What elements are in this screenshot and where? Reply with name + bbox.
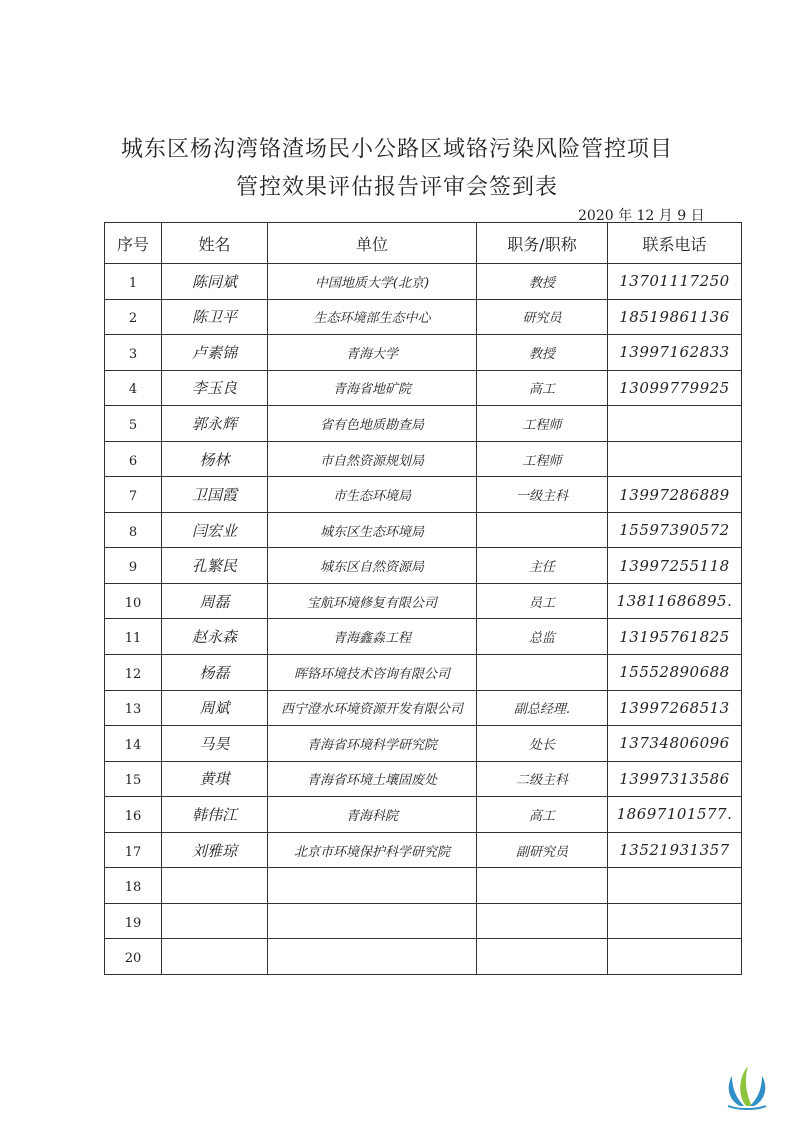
cell-post-text: 教授 xyxy=(528,275,555,291)
cell-phone xyxy=(608,868,742,904)
cell-name xyxy=(162,903,268,939)
cell-name-text: 杨林 xyxy=(199,450,230,469)
cell-seq xyxy=(105,477,162,513)
cell-phone xyxy=(608,619,742,655)
cell-name xyxy=(162,406,268,442)
table-row xyxy=(105,903,742,939)
header-seq: 序号 xyxy=(105,223,162,264)
cell-name xyxy=(162,690,268,726)
table-row xyxy=(105,619,742,655)
cell-seq-text: 11 xyxy=(124,631,142,647)
cell-seq-text: 3 xyxy=(128,346,138,362)
cell-seq-text: 7 xyxy=(128,489,138,505)
cell-unit-text: 青海省地矿院 xyxy=(332,382,411,398)
header-post: 职务/职称 xyxy=(477,223,608,264)
cell-seq-text: 15 xyxy=(124,773,142,789)
cell-post xyxy=(477,939,608,975)
cell-seq-text: 12 xyxy=(124,666,142,682)
cell-unit xyxy=(268,761,477,797)
cell-post xyxy=(477,726,608,762)
cell-name xyxy=(162,655,268,691)
cell-post xyxy=(477,264,608,300)
cell-name xyxy=(162,583,268,619)
cell-name xyxy=(162,512,268,548)
cell-post-text: 高工 xyxy=(528,808,555,824)
cell-unit-text: 城东区自然资源局 xyxy=(319,560,424,576)
cell-unit-text: 生态环境部生态中心 xyxy=(313,311,431,327)
cell-phone-text: 13734806096 xyxy=(619,734,730,753)
cell-name-text: 卫国霞 xyxy=(191,486,237,505)
cell-phone xyxy=(608,335,742,371)
cell-seq xyxy=(105,335,162,371)
cell-name xyxy=(162,441,268,477)
cell-phone-text: 13811686895. xyxy=(616,592,733,611)
cell-unit-text: 青海省环境科学研究院 xyxy=(306,737,437,753)
cell-phone-text: 15597390572 xyxy=(619,521,730,540)
cell-seq xyxy=(105,548,162,584)
cell-unit xyxy=(268,797,477,833)
cell-phone xyxy=(608,583,742,619)
table-row xyxy=(105,939,742,975)
cell-seq xyxy=(105,868,162,904)
cell-name-text: 刘雅琼 xyxy=(191,841,237,860)
header-unit: 单位 xyxy=(268,223,477,264)
table-row xyxy=(105,441,742,477)
cell-name xyxy=(162,832,268,868)
cell-seq-text: 16 xyxy=(124,808,142,824)
cell-phone xyxy=(608,797,742,833)
cell-seq xyxy=(105,370,162,406)
cell-post xyxy=(477,477,608,513)
cell-name xyxy=(162,370,268,406)
cell-name xyxy=(162,548,268,584)
cell-name xyxy=(162,477,268,513)
table-row xyxy=(105,477,742,513)
cell-unit xyxy=(268,832,477,868)
cell-name-text: 李玉良 xyxy=(191,379,237,398)
cell-phone-text: 13701117250 xyxy=(619,272,730,291)
cell-name xyxy=(162,939,268,975)
cell-name xyxy=(162,797,268,833)
cell-phone xyxy=(608,726,742,762)
cell-unit-text: 青海大学 xyxy=(345,346,398,362)
cell-seq-text: 13 xyxy=(124,702,142,718)
cell-name-text: 杨磊 xyxy=(199,663,230,682)
cell-name-text: 韩伟江 xyxy=(191,805,237,824)
cell-unit xyxy=(268,619,477,655)
cell-post-text: 主任 xyxy=(528,560,555,576)
cell-unit-text: 宝航环境修复有限公司 xyxy=(306,595,437,611)
cell-name-text: 陈同斌 xyxy=(191,272,237,291)
cell-unit xyxy=(268,441,477,477)
cell-unit xyxy=(268,939,477,975)
header-name: 姓名 xyxy=(162,223,268,264)
cell-name-text: 陈卫平 xyxy=(191,308,237,327)
cell-phone xyxy=(608,441,742,477)
cell-seq xyxy=(105,832,162,868)
cell-seq-text: 6 xyxy=(128,453,138,469)
cell-post-text: 副研究员 xyxy=(515,844,568,860)
cell-post-text: 工程师 xyxy=(522,417,562,433)
cell-unit-text: 青海省环境土壤固废处 xyxy=(306,773,437,789)
cell-phone xyxy=(608,832,742,868)
cell-seq xyxy=(105,797,162,833)
cell-seq-text: 9 xyxy=(128,560,138,576)
cell-unit xyxy=(268,299,477,335)
cell-unit xyxy=(268,690,477,726)
cell-phone xyxy=(608,939,742,975)
cell-name-text: 孔繁民 xyxy=(191,557,237,576)
cell-seq-text: 20 xyxy=(124,951,142,967)
cell-post xyxy=(477,797,608,833)
cell-phone-text: 18697101577. xyxy=(616,805,733,824)
cell-seq xyxy=(105,406,162,442)
cell-phone xyxy=(608,761,742,797)
cell-name-text: 卢素锦 xyxy=(191,343,237,362)
table-row xyxy=(105,548,742,584)
cell-seq xyxy=(105,583,162,619)
cell-seq xyxy=(105,726,162,762)
cell-unit xyxy=(268,370,477,406)
cell-unit xyxy=(268,868,477,904)
cell-post-text: 教授 xyxy=(528,346,555,362)
header-phone: 联系电话 xyxy=(608,223,742,264)
table-row xyxy=(105,868,742,904)
cell-unit-text: 北京市环境保护科学研究院 xyxy=(293,844,450,860)
cell-phone xyxy=(608,903,742,939)
cell-name xyxy=(162,726,268,762)
cell-name-text: 赵永森 xyxy=(191,628,237,647)
cell-post xyxy=(477,690,608,726)
cell-post xyxy=(477,548,608,584)
cell-phone-text: 13997313586 xyxy=(619,769,730,788)
cell-name xyxy=(162,264,268,300)
table-row xyxy=(105,583,742,619)
cell-name-text: 郭永辉 xyxy=(191,414,237,433)
cell-name xyxy=(162,619,268,655)
cell-phone-text: 15552890688 xyxy=(619,663,730,682)
cell-name xyxy=(162,335,268,371)
cell-post xyxy=(477,868,608,904)
cell-name xyxy=(162,299,268,335)
cell-post xyxy=(477,406,608,442)
table-row xyxy=(105,512,742,548)
cell-phone xyxy=(608,548,742,584)
cell-post xyxy=(477,583,608,619)
cell-phone xyxy=(608,690,742,726)
cell-phone xyxy=(608,406,742,442)
cell-seq-text: 14 xyxy=(124,737,142,753)
cell-post-text: 处长 xyxy=(528,737,555,753)
cell-post xyxy=(477,655,608,691)
cell-phone xyxy=(608,370,742,406)
document-title-line2: 管控效果评估报告评审会签到表 xyxy=(235,175,558,200)
cell-phone xyxy=(608,512,742,548)
cell-post-text: 一级主科 xyxy=(515,489,568,505)
cell-phone-text: 13997286889 xyxy=(619,485,730,504)
cell-post xyxy=(477,903,608,939)
table-row xyxy=(105,655,742,691)
cell-post xyxy=(477,335,608,371)
cell-seq-text: 17 xyxy=(124,844,142,860)
cell-unit xyxy=(268,548,477,584)
cell-seq-text: 19 xyxy=(124,915,142,931)
cell-unit xyxy=(268,512,477,548)
cell-post xyxy=(477,832,608,868)
cell-post xyxy=(477,761,608,797)
cell-post-text: 员工 xyxy=(528,595,555,611)
cell-seq-text: 8 xyxy=(128,524,138,540)
table-row xyxy=(105,726,742,762)
table-row xyxy=(105,370,742,406)
sign-in-table xyxy=(104,222,742,975)
cell-seq-text: 4 xyxy=(128,382,138,398)
cell-seq-text: 5 xyxy=(128,417,138,433)
cell-unit xyxy=(268,726,477,762)
cell-post-text: 副总经理. xyxy=(513,702,571,718)
cell-unit-text: 西宁澄水环境资源开发有限公司 xyxy=(280,702,463,718)
cell-phone-text: 13195761825 xyxy=(619,627,730,646)
cell-seq-text: 2 xyxy=(128,311,138,327)
cell-post xyxy=(477,512,608,548)
cell-seq xyxy=(105,619,162,655)
sign-in-date: 2020 年 12 月 9 日 xyxy=(578,208,705,224)
cell-seq-text: 18 xyxy=(124,880,142,896)
table-row xyxy=(105,797,742,833)
cell-name-text: 黄琪 xyxy=(199,770,230,789)
cell-post-text: 研究员 xyxy=(522,311,562,327)
cell-unit-text: 市自然资源规划局 xyxy=(319,453,424,469)
cell-seq xyxy=(105,299,162,335)
document-title-line1: 城东区杨沟湾铬渣场民小公路区域铬污染风险管控项目 xyxy=(120,137,673,162)
cell-phone xyxy=(608,655,742,691)
cell-name-text: 闫宏业 xyxy=(191,521,237,540)
cell-name-text: 周斌 xyxy=(199,699,230,718)
table-row xyxy=(105,761,742,797)
cell-unit xyxy=(268,583,477,619)
cell-name xyxy=(162,761,268,797)
leaf-logo-icon xyxy=(722,1062,772,1110)
cell-unit-text: 中国地质大学(北京) xyxy=(314,275,430,291)
cell-phone-text: 13997268513 xyxy=(619,698,730,717)
cell-post xyxy=(477,299,608,335)
cell-phone-text: 13997162833 xyxy=(619,343,730,362)
table-row xyxy=(105,335,742,371)
cell-post xyxy=(477,441,608,477)
cell-unit-text: 省有色地质勘查局 xyxy=(319,417,424,433)
cell-phone-text: 13997255118 xyxy=(619,556,730,575)
cell-phone-text: 13521931357 xyxy=(619,841,730,860)
cell-seq xyxy=(105,761,162,797)
cell-phone-text: 13099779925 xyxy=(619,378,730,397)
cell-unit-text: 青海鑫淼工程 xyxy=(332,631,411,647)
cell-seq xyxy=(105,690,162,726)
cell-seq xyxy=(105,264,162,300)
cell-unit xyxy=(268,477,477,513)
cell-unit xyxy=(268,335,477,371)
cell-phone xyxy=(608,299,742,335)
table-row xyxy=(105,406,742,442)
cell-post xyxy=(477,619,608,655)
cell-name xyxy=(162,868,268,904)
cell-unit xyxy=(268,406,477,442)
cell-post xyxy=(477,370,608,406)
cell-seq-text: 1 xyxy=(128,275,138,291)
cell-seq xyxy=(105,939,162,975)
cell-unit-text: 青海科院 xyxy=(345,808,398,824)
table-row xyxy=(105,832,742,868)
cell-unit-text: 市生态环境局 xyxy=(332,489,411,505)
cell-unit-text: 晖铬环境技术咨询有限公司 xyxy=(293,666,450,682)
cell-phone xyxy=(608,264,742,300)
cell-phone xyxy=(608,477,742,513)
cell-phone-text: 18519861136 xyxy=(619,307,730,326)
table-header-row xyxy=(105,223,742,264)
cell-post-text: 二级主科 xyxy=(515,773,568,789)
table-row xyxy=(105,299,742,335)
cell-unit xyxy=(268,264,477,300)
cell-name-text: 周磊 xyxy=(199,592,230,611)
cell-post-text: 高工 xyxy=(528,382,555,398)
cell-unit xyxy=(268,655,477,691)
cell-seq xyxy=(105,441,162,477)
table-row xyxy=(105,264,742,300)
cell-seq xyxy=(105,655,162,691)
cell-post-text: 总监 xyxy=(528,631,555,647)
cell-seq xyxy=(105,903,162,939)
cell-unit xyxy=(268,903,477,939)
table-row xyxy=(105,690,742,726)
cell-seq-text: 10 xyxy=(124,595,142,611)
cell-post-text: 工程师 xyxy=(522,453,562,469)
cell-unit-text: 城东区生态环境局 xyxy=(319,524,424,540)
cell-seq xyxy=(105,512,162,548)
cell-name-text: 马昊 xyxy=(199,734,230,753)
